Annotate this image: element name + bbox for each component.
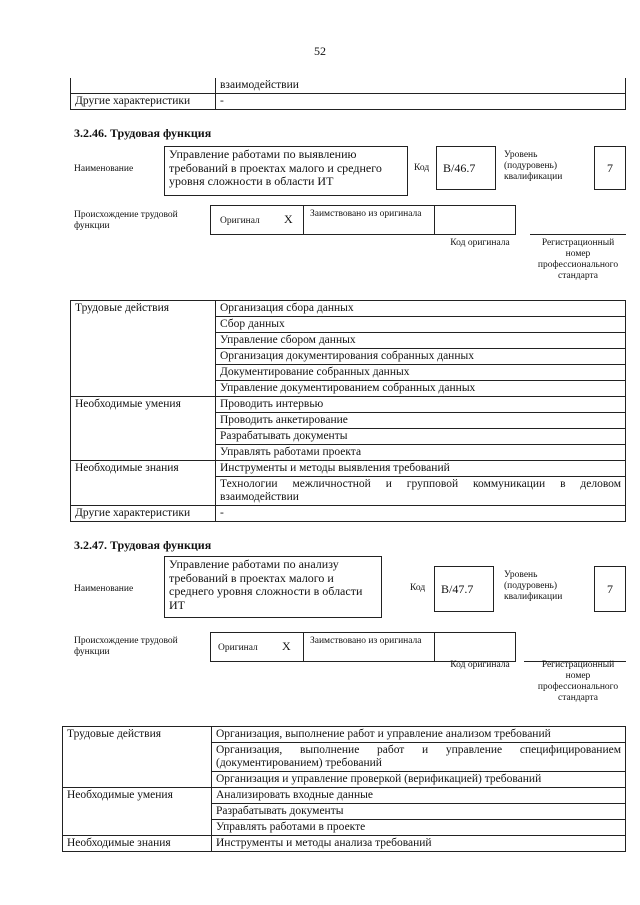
borrowed-label: Заимствовано из оригинала [310, 209, 422, 219]
table-cell: Управлять работами проекта [216, 445, 626, 461]
original-mark: X [282, 639, 291, 653]
code-orig-caption: Код оригинала [450, 660, 510, 670]
table-cell: - [216, 506, 626, 522]
table-cell-label [71, 78, 216, 94]
table-cell: Документирование собранных данных [216, 365, 626, 381]
code-box: B/47.7 [434, 566, 494, 612]
table-cell: Организация документирования собранных данных [216, 349, 626, 365]
original-label: Оригинал [218, 643, 258, 653]
code-orig-caption: Код оригинала [450, 238, 510, 248]
section-label: Трудовые действия [63, 727, 212, 788]
original-label: Оригинал [220, 216, 260, 226]
table-row [63, 836, 626, 852]
borrowed-label: Заимствовано из оригинала [310, 636, 422, 646]
table-cell: Проводить интервью [216, 397, 626, 413]
level-box: 7 [594, 146, 626, 190]
function-table [62, 726, 626, 852]
reg-caption: Регистрационный номер профессионального стандарта [537, 660, 619, 703]
origin-label: Происхождение трудовой функции [74, 636, 178, 657]
table-cell: Разрабатывать документы [212, 804, 626, 820]
table-cell: Организация, выполнение работ и управление анализом требований [212, 727, 626, 743]
function-name-box: Управление работами по анализу требований в проектах малого и среднего уровня сложности в области ИТ [164, 556, 382, 618]
function-name-box: Управление работами по выявлению требований в проектах малого и среднего уровня сложности в области ИТ [164, 146, 408, 196]
table-cell: Организация сбора данных [216, 301, 626, 317]
table-row [71, 78, 626, 94]
function-heading: 3.2.46. Трудовая функция [74, 126, 212, 140]
divider [303, 632, 304, 662]
section-label: Необходимые умения [63, 788, 212, 836]
section-label: Другие характеристики [71, 506, 216, 522]
table-cell: Сбор данных [216, 317, 626, 333]
reg-underline [530, 234, 626, 235]
name-label: Наименование [74, 164, 134, 174]
table-row [71, 461, 626, 477]
section-label: Необходимые знания [63, 836, 212, 852]
table-cell: Управление документированием собранных данных [216, 381, 626, 397]
table-row [71, 397, 626, 413]
function-heading: 3.2.47. Трудовая функция [74, 538, 212, 552]
section-label: Трудовые действия [71, 301, 216, 397]
divider [434, 632, 435, 662]
table-row [63, 727, 626, 743]
table-cell-label: Другие характеристики [71, 94, 216, 110]
table-cell: Инструменты и методы анализа требований [212, 836, 626, 852]
table-row [71, 94, 626, 110]
divider [434, 205, 435, 235]
code-label: Код [414, 163, 430, 173]
table-row [71, 506, 626, 522]
top-table [70, 78, 626, 110]
origin-label: Происхождение трудовой функции [74, 210, 178, 231]
table-cell: Управлять работами в проекте [212, 820, 626, 836]
table-cell: Организация и управление проверкой (верификацией) требований [212, 772, 626, 788]
table-cell-value: - [216, 94, 626, 110]
table-row [71, 301, 626, 317]
table-row [63, 788, 626, 804]
table-cell: Технологии межличностной и групповой коммуникации в деловом взаимодействии [216, 477, 626, 506]
code-label: Код [410, 583, 426, 593]
level-label: Уровень (подуровень) квалификации [504, 570, 563, 602]
table-cell: Организация, выполнение работ и управление специфицированием (документированием) требований [212, 743, 626, 772]
table-cell: Разрабатывать документы [216, 429, 626, 445]
section-label: Необходимые умения [71, 397, 216, 461]
table-cell: Анализировать входные данные [212, 788, 626, 804]
table-cell: Инструменты и методы выявления требований [216, 461, 626, 477]
table-cell: Проводить анкетирование [216, 413, 626, 429]
table-cell-value: взаимодействии [216, 78, 626, 94]
page-number: 52 [314, 44, 326, 58]
level-box: 7 [594, 566, 626, 612]
original-mark: X [284, 212, 293, 226]
section-label: Необходимые знания [71, 461, 216, 506]
divider [303, 205, 304, 235]
name-label: Наименование [74, 584, 134, 594]
level-label: Уровень (подуровень) квалификации [504, 150, 563, 182]
table-cell: Управление сбором данных [216, 333, 626, 349]
code-box: B/46.7 [436, 146, 496, 190]
reg-caption: Регистрационный номер профессионального стандарта [537, 238, 619, 281]
function-table [70, 300, 626, 522]
